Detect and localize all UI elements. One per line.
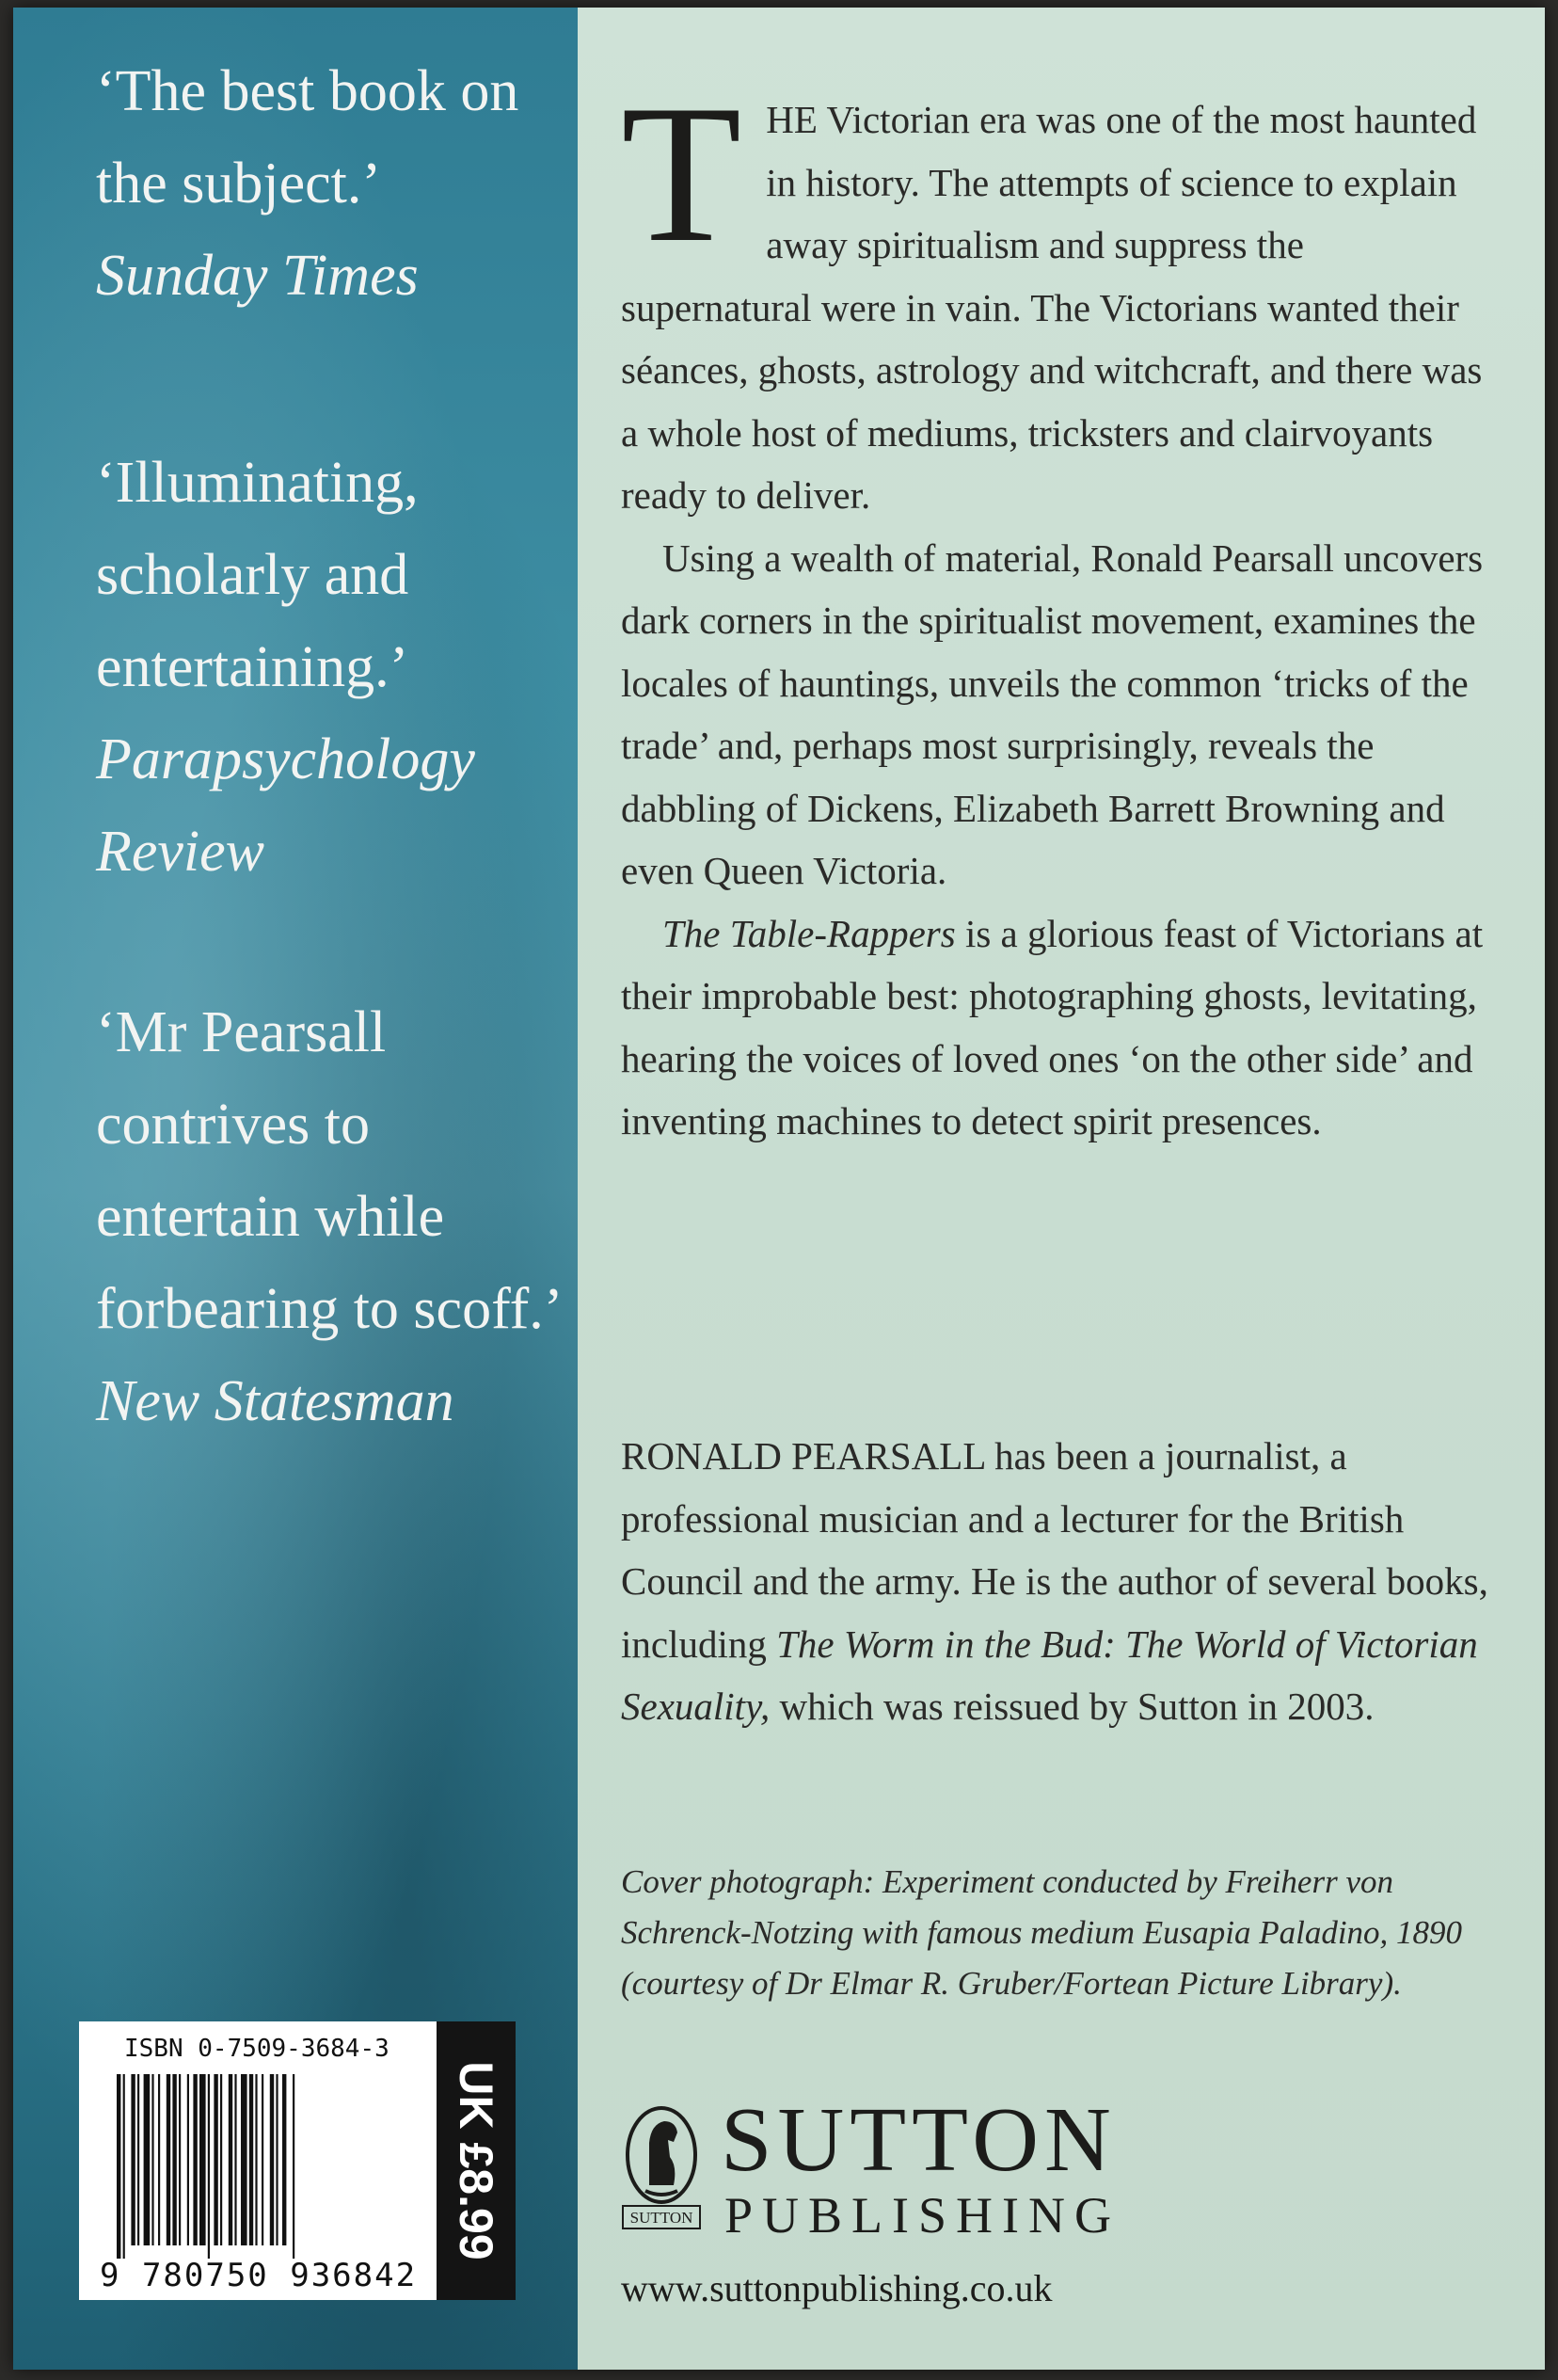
barcode-bars-icon <box>117 2074 414 2259</box>
quote-1-text: ‘The best book on the subject.’ <box>96 59 519 216</box>
quote-3-text: ‘Mr Pearsall contrives to entertain while forbearing to scoff.’ <box>96 1000 564 1341</box>
quote-2-text: ‘Illuminating, scholarly and entertaining.’ <box>96 451 419 699</box>
drop-cap: T <box>621 65 742 283</box>
blurb-paragraph-2: Using a wealth of material, Ronald Pearsall uncovers dark corners in the spiritualist movement, examines the locales of hauntings, unveils the common ‘tricks of the trade’ and, perhaps most surprisingly, reveals the dabbling of Dickens, Elizabeth Barrett Browning and even Queen Victoria. <box>621 535 1484 892</box>
author-bio-tail: which was reissued by Sutton in 2003. <box>770 1685 1375 1728</box>
blurb-paragraph-3 <box>621 902 1496 1153</box>
ean-number: 9 780750 936842 <box>100 2257 418 2294</box>
blurb-paragraph-3-text: is a glorious feast of Victorians at their improbable best: photographing ghosts, levitating, hearing the voices of loved ones ‘on the other side’ and inventing machines to detect spirit presences. <box>621 911 1484 1142</box>
quote-3-source: New Statesman <box>96 1369 454 1433</box>
blurb-paragraph-1-text: HE Victorian era was one of the most haunted in history. The attempts of science to explain away spiritualism and suppress the supernatural were in vain. The Victorians wanted their séances, ghosts, astrology and witchcraft, and there was a whole host of mediums, tricksters and clairvoyants ready to deliver. <box>621 98 1483 517</box>
back-cover <box>13 8 1545 2370</box>
author-bio-lead: RONALD PEARSALL has been a journalist, a professional musician and a lecturer for the British Council and the army. He is the author of several books, including <box>621 1434 1488 1666</box>
publisher-subname: PUBLISHING <box>724 2187 1121 2244</box>
publisher-name: SUTTON <box>721 2089 1117 2191</box>
book-title: The Table-Rappers <box>662 911 956 955</box>
barcode-box <box>79 2021 437 2300</box>
quote-2-source: Parapsychology Review <box>96 727 475 884</box>
quote-1-source: Sunday Times <box>96 244 419 308</box>
publisher-block <box>621 2089 1148 2244</box>
blurb-paragraph-1 <box>621 65 1496 527</box>
logo-caption: SUTTON <box>629 2209 693 2227</box>
isbn-label: ISBN 0-7509-3684-3 <box>124 2035 390 2063</box>
cover-photo-credit: Cover photograph: Experiment conducted by Freiherr von Schrenck-Notzing with famous medium Eusapia Paladino, 1890 (courtesy of Dr Elmar R. Gruber/Fortean Picture Library). <box>621 1863 1463 2002</box>
author-book-title: The Worm in the Bud: The World of Victorian Sexuality, <box>621 1621 1478 1728</box>
publisher-url: www.suttonpublishing.co.uk <box>621 2267 1053 2309</box>
sutton-horse-logo-icon <box>621 2100 702 2232</box>
blurb-panel <box>578 8 1545 2370</box>
price-label: UK £8.99 <box>450 2061 502 2260</box>
price-box <box>437 2021 516 2300</box>
author-bio <box>621 1425 1496 1738</box>
blurb-text <box>621 65 1496 1153</box>
author-bio-paragraph <box>621 1425 1496 1738</box>
quote-3 <box>96 986 566 1447</box>
quotes-panel <box>13 8 578 2370</box>
quote-2 <box>96 437 566 898</box>
quote-1 <box>96 45 566 322</box>
